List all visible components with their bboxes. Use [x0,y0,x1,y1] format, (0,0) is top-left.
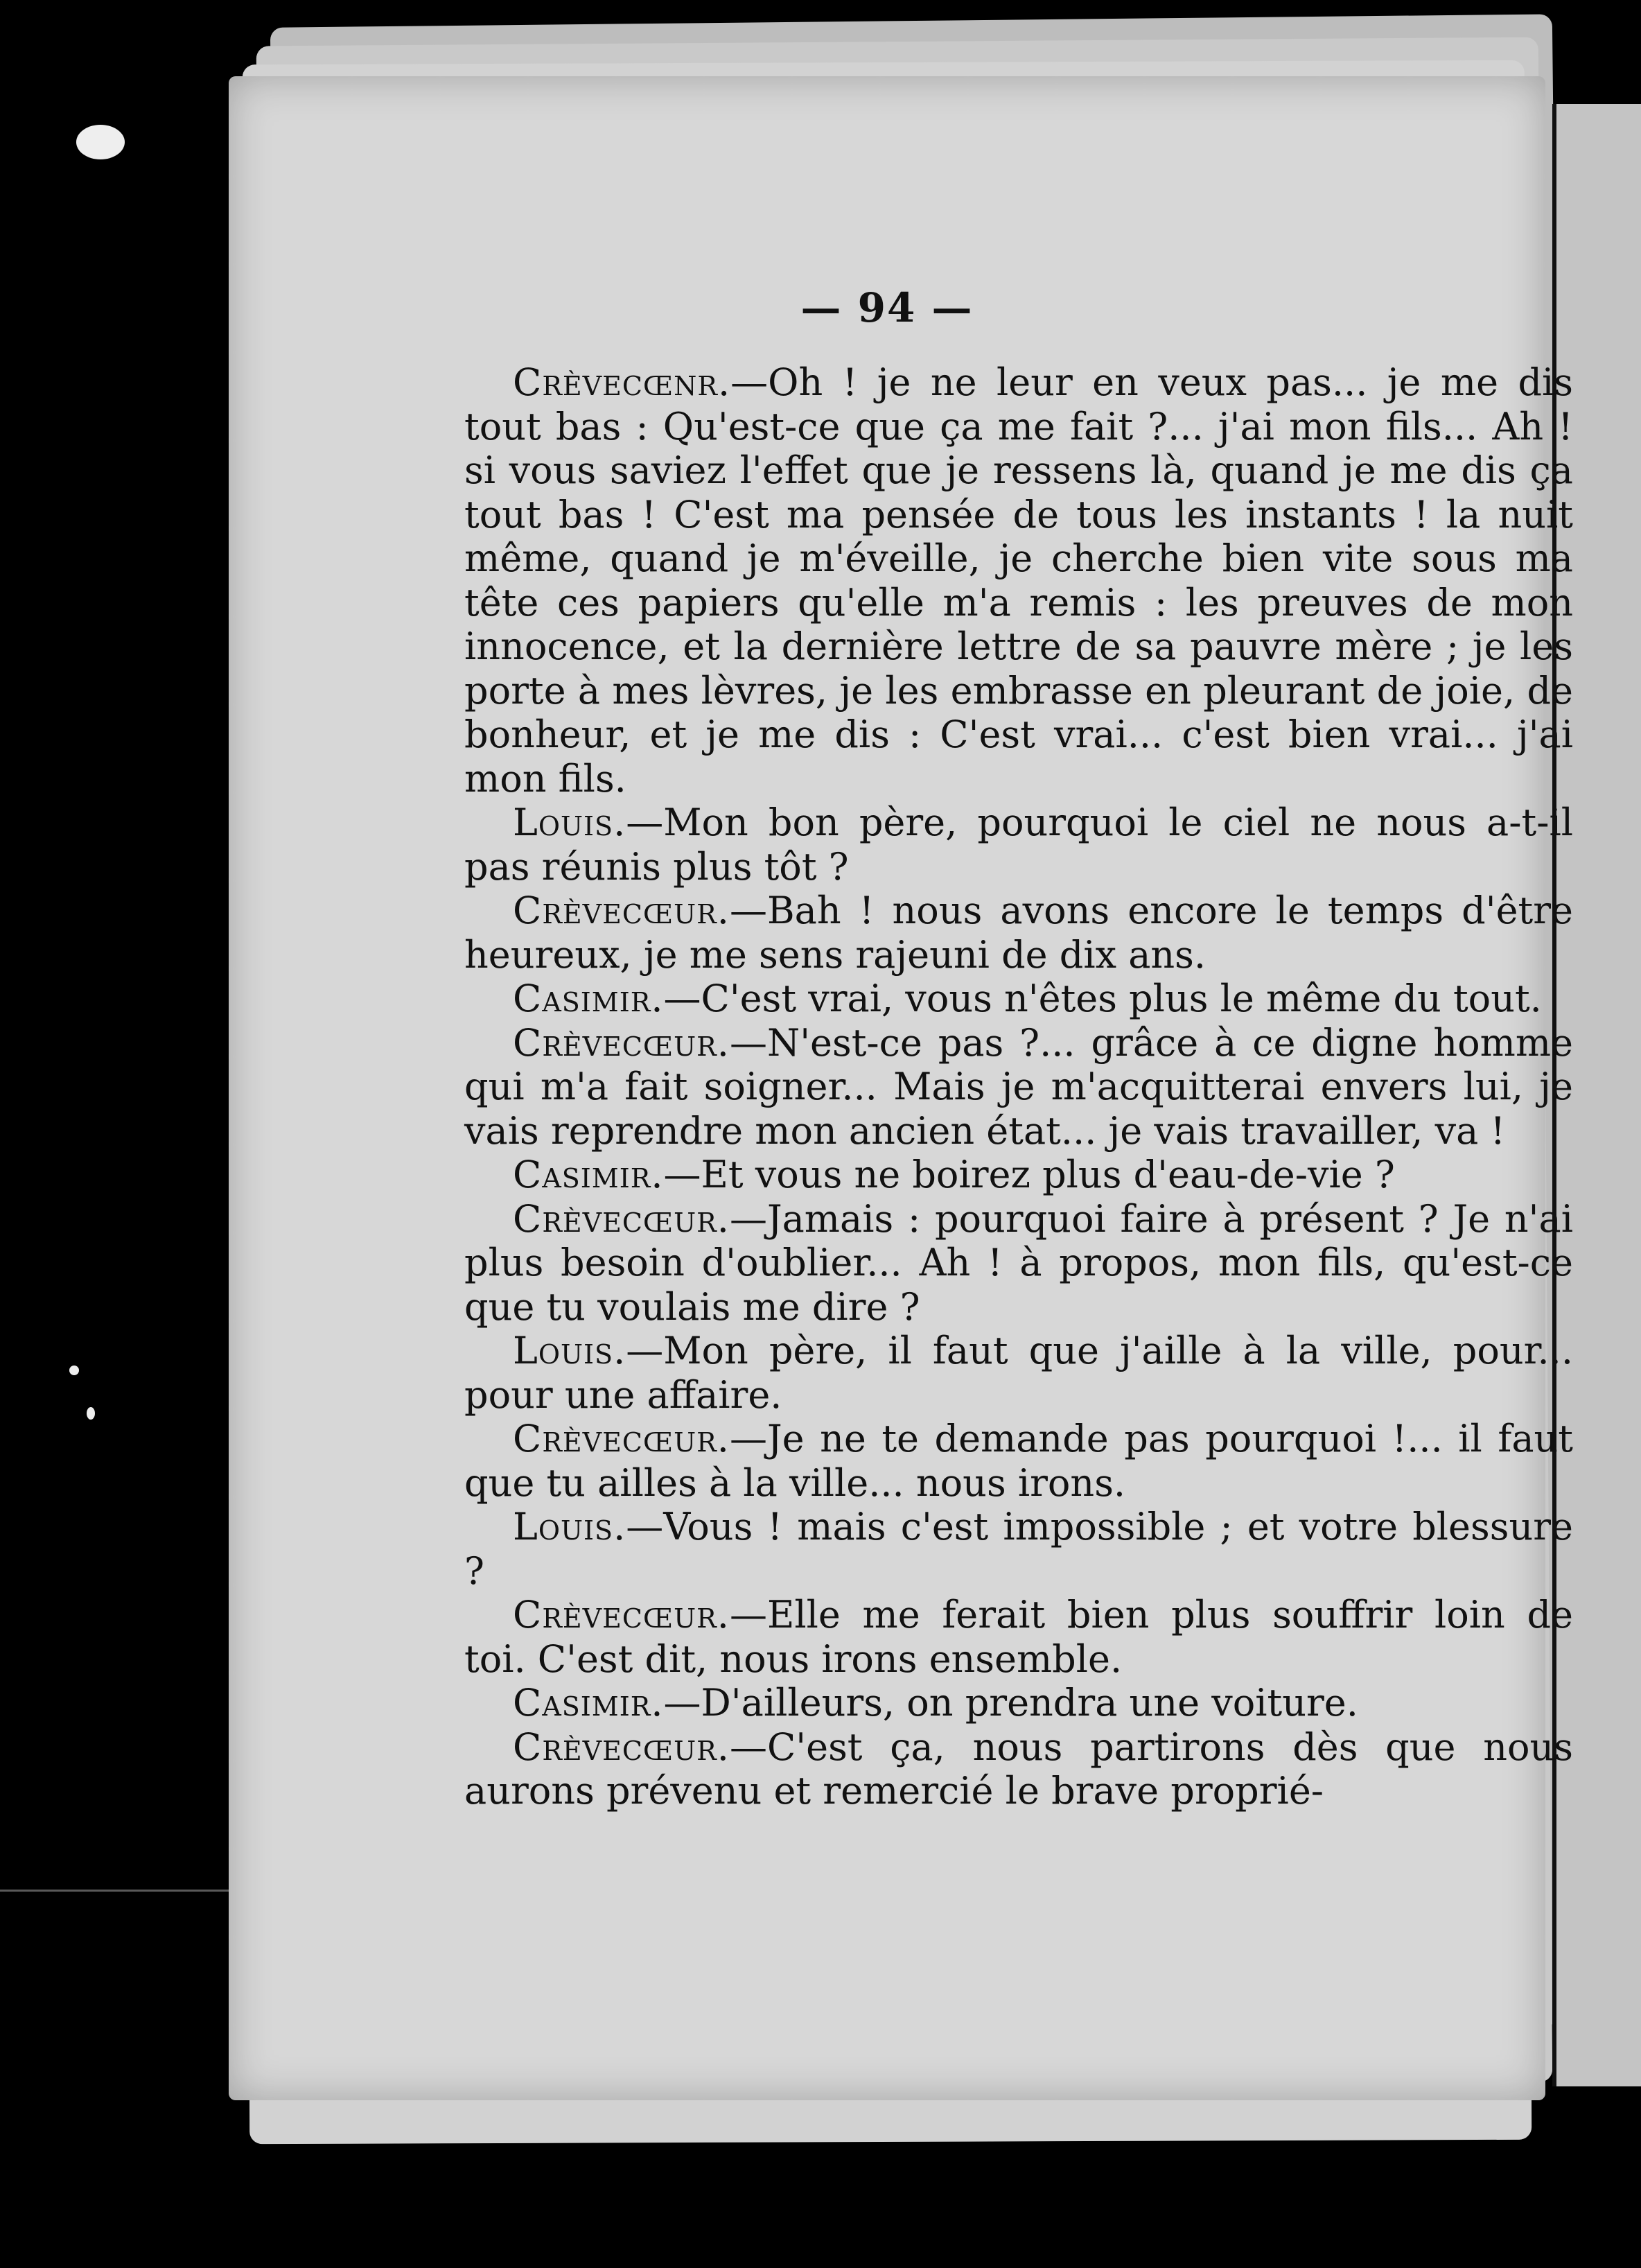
speaker-name: Crèvecœur. [513,889,730,932]
speaker-name: Crèvecœnr. [513,360,731,404]
dialogue-paragraph [464,1681,1573,1725]
dialogue-line: —N'est-ce pas ?... grâce à ce digne homme qui m'a fait soigner... Mais je m'acquitterai envers lui, je vais reprendre mon ancien état... je vais travailler, va ! [464,1020,1573,1153]
dust-speck [69,1366,79,1375]
dialogue-paragraph [464,1505,1573,1593]
dialogue-line: —Bah ! nous avons encore le temps d'être heureux, je me sens rajeuni de dix ans. [464,889,1573,977]
page-number: — 94 — [800,284,974,331]
dialogue-paragraph [464,1197,1573,1329]
dust-speck [87,1407,95,1420]
dialogue-line: —D'ailleurs, on prendra une voiture. [663,1681,1358,1725]
speaker-name: Casimir. [513,1153,664,1196]
speaker-name: Crèvecœur. [513,1417,730,1460]
dialogue-paragraph [464,801,1573,889]
dialogue-paragraph [464,977,1573,1021]
dialogue-line: —Je ne te demande pas pourquoi !... il faut que tu ailles à la ville... nous irons. [464,1417,1573,1505]
dialogue-line: —C'est ça, nous partirons dès que nous aurons prévenu et remercié le brave proprié- [464,1725,1573,1813]
page-text [464,360,1573,1813]
dialogue-paragraph [464,1329,1573,1417]
dialogue-line: —Mon père, il faut que j'aille à la ville, pour... pour une affaire. [464,1329,1573,1417]
speaker-name: Louis. [513,1505,626,1549]
dialogue-line: —C'est vrai, vous n'êtes plus le même du tout. [663,977,1542,1020]
dialogue-line: —Et vous ne boirez plus d'eau-de-vie ? [663,1153,1395,1196]
dialogue-paragraph [464,360,1573,801]
dialogue-line: —Elle me ferait bien plus souffrir loin de toi. C'est dit, nous irons ensemble. [464,1593,1573,1681]
dialogue-paragraph [464,1021,1573,1153]
speaker-name: Louis. [513,1329,626,1372]
speaker-name: Crèvecœur. [513,1020,730,1065]
dialogue-line: —Mon bon père, pourquoi le ciel ne nous a-t-il pas réunis plus tôt ? [464,801,1573,889]
dialogue-line: —Jamais : pourquoi faire à présent ? Je n'ai plus besoin d'oublier... Ah ! à propos, mon fils, qu'est-ce que tu voulais me dire ? [464,1196,1573,1329]
dust-speck [76,125,125,159]
speaker-name: Casimir. [513,977,664,1020]
speaker-name: Crèvecœur. [513,1196,730,1241]
dialogue-line: —Oh ! je ne leur en veux pas... je me dis tout bas : Qu'est-ce que ça me fait ?... j'ai mon fils... Ah ! si vous saviez l'effet que je ressens là, quand je me dis ça tout bas ! C'est ma pensée de tous les instants ! la nuit même, quand je m'éveille, je cherche bien vite sous ma tête ces papiers qu'elle m'a remis : les preuves de mon innocence, et la dernière lettre de sa pauvre mère ; je les porte à mes lèvres, je les embrasse en pleurant de joie, de bonheur, et je me dis : C'est vrai... c'est bien vrai... j'ai mon fils. [464,360,1573,801]
speaker-name: Crèvecœur. [513,1725,730,1769]
dialogue-paragraph [464,1725,1573,1813]
dialogue-paragraph [464,1153,1573,1197]
speaker-name: Louis. [513,801,626,844]
book-page [229,76,1573,2100]
dialogue-line: —Vous ! mais c'est impossible ; et votre blessure ? [464,1505,1573,1593]
dialogue-paragraph [464,1417,1573,1505]
dialogue-paragraph [464,1593,1573,1681]
speaker-name: Casimir. [513,1681,664,1725]
speaker-name: Crèvecœur. [513,1593,730,1637]
dialogue-paragraph [464,889,1573,977]
